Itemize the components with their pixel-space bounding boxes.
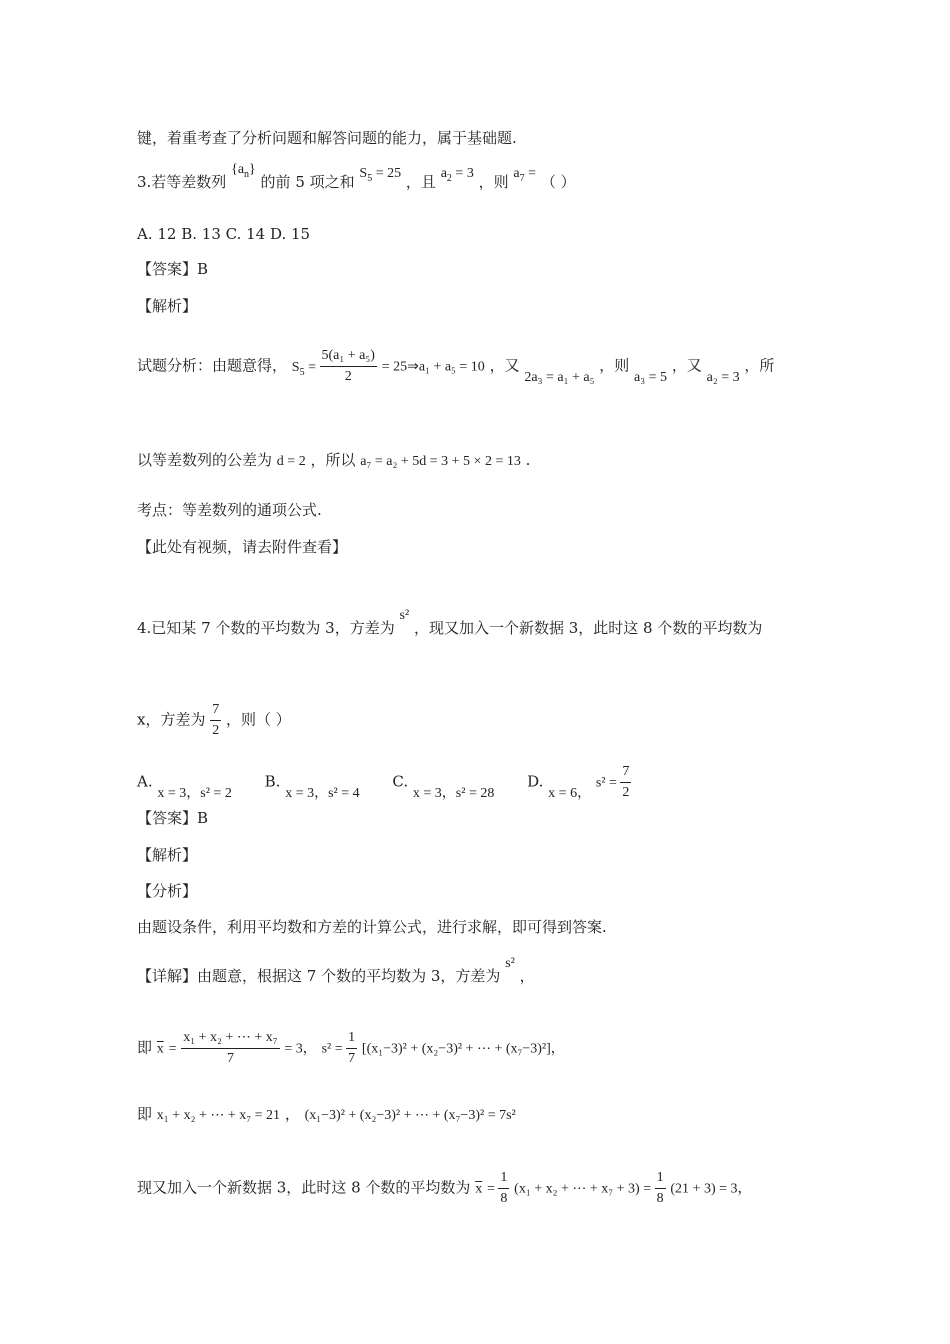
fraction: $\frac{1}{8}$: [498, 1168, 509, 1209]
text: 以等差数列的公差为: [137, 451, 273, 469]
text: x，方差为: [137, 710, 206, 729]
question-4-cont: [137, 700, 291, 741]
formula: x₁ + x₂ + ⋯ + x₇ = 21: [156, 1108, 281, 1123]
formula: (x₁−3)² + (x₂−3)² + ⋯ + (x₇−3)² = 7s²: [304, 1108, 516, 1123]
formula: s²: [399, 608, 410, 623]
text-line: 由题设条件，利用平均数和方差的计算公式，进行求解，即可得到答案.: [137, 918, 607, 936]
text: 现又加入一个新数据 3，此时这 8 个数的平均数为: [137, 1178, 471, 1197]
formula: s² =: [321, 1041, 347, 1057]
knowledge-point: 考点：等差数列的通项公式.: [137, 501, 322, 519]
formula: s² =: [595, 775, 621, 791]
text: ，: [284, 1105, 300, 1123]
formula: a₂ = 3: [706, 369, 740, 385]
text: （ ）: [540, 173, 576, 191]
formula: $a_7$ =: [513, 166, 537, 184]
answer-label: 【答案】B: [137, 809, 209, 827]
formula: 2a₃ = a₁ + a₅: [524, 369, 595, 385]
text: ，又: [671, 356, 702, 375]
option-b: x = 3，s² = 4: [285, 785, 360, 801]
formula-line-2: [137, 1104, 516, 1126]
text: ，现又加入一个新数据 3，此时这 8 个数的平均数为: [413, 619, 763, 637]
text: ，则（ ）: [226, 710, 291, 729]
option-b-label: B.: [264, 772, 281, 791]
formula: =: [486, 1181, 499, 1197]
text: ，所: [744, 356, 775, 375]
formula: (21 + 3) = 3，: [670, 1181, 752, 1197]
option-a-label: A.: [137, 772, 153, 791]
formula: [(x₁−3)² + (x₂−3)² + ⋯ + (x₇−3)²]，: [361, 1041, 565, 1057]
option-d-label: D.: [527, 772, 544, 791]
fraction: $\frac{\text{5(a₁ + a₅)}}{2}$: [320, 346, 377, 387]
text: ，所以: [310, 451, 356, 469]
option-c-label: C.: [392, 772, 409, 791]
formula-line-3: [137, 1168, 752, 1209]
text: 试题分析：由题意得，: [137, 356, 288, 375]
option-d: x = 6，: [548, 785, 592, 801]
fraction: $\frac{1}{8}$: [655, 1168, 666, 1209]
solution-line-2: 以等差数列的公差为 d = 2 ，所以 a₇ = a₂ + 5d = 3 + 5 × 2 = 13 .: [137, 451, 531, 469]
option-a: x = 3，s² = 2: [157, 785, 232, 801]
video-note: 【此处有视频，请去附件查看】: [137, 538, 348, 556]
text: ，: [519, 967, 535, 985]
text: 3.若等差数列: [137, 173, 227, 191]
formula: $S_5$ =: [291, 359, 320, 378]
text: ，又: [489, 356, 520, 375]
analysis-sub-label: 【分析】: [137, 882, 198, 900]
question-3: [137, 162, 576, 199]
formula: $\overline{x}$: [156, 1041, 164, 1057]
formula: a₇ = a₂ + 5d = 3 + 5 × 2 = 13: [360, 454, 521, 469]
text-line: 键，着重考查了分析问题和解答问题的能力，属于基础题.: [137, 129, 517, 147]
formula: a₃ = 5: [634, 369, 668, 385]
text: ，则: [478, 173, 509, 191]
analysis-label: 【解析】: [137, 297, 198, 315]
detail-line: [137, 956, 535, 988]
text: ，则: [599, 356, 630, 375]
formula: = 25⇒a₁ + a₅ = 10: [381, 359, 485, 375]
text: 的前 5 项之和: [260, 173, 355, 191]
formula: s²: [505, 956, 515, 971]
formula: $\overline{x}$: [475, 1181, 483, 1197]
question-4: [137, 608, 763, 640]
text: 即: [137, 1038, 153, 1057]
formula: d = 2: [276, 454, 306, 469]
text: 【详解】由题意，根据这 7 个数的平均数为 3，方差为: [137, 967, 501, 985]
text: ，且: [405, 173, 436, 191]
formula: $a_2 = 3$: [440, 166, 474, 184]
formula: = 3，: [284, 1041, 317, 1057]
text: 即: [137, 1105, 153, 1123]
formula: $S_5 = 25$: [359, 166, 402, 184]
formula: (x₁ + x₂ + ⋯ + x₇ + 3) =: [514, 1181, 655, 1197]
fraction: $\frac{7}{2}$: [210, 700, 221, 741]
options: A. 12 B. 13 C. 14 D. 15: [137, 225, 311, 243]
fraction: $\frac{1}{7}$: [346, 1028, 357, 1069]
formula-line-1: 即 $\overline{x}$ = $\frac{\text{x₁ + x₂ + ⋯ + x₇}}{7}$ = 3， s² = $\frac{1}{7}$ [(x₁−3)² + (x₂−3)² + ⋯ + (x₇−3)²]，: [137, 1028, 565, 1069]
analysis-label: 【解析】: [137, 846, 198, 864]
formula: $\{a_n\}$: [231, 162, 256, 180]
answer-label: 【答案】B: [137, 260, 209, 278]
text: 4.已知某 7 个数的平均数为 3，方差为: [137, 619, 395, 637]
solution-line: [137, 346, 774, 387]
q4-options: [137, 762, 631, 803]
fraction: $\frac{\text{x₁ + x₂ + ⋯ + x₇}}{7}$: [181, 1028, 279, 1069]
option-c: x = 3，s² = 28: [412, 785, 495, 801]
fraction: $\frac{7}{2}$: [620, 762, 631, 803]
